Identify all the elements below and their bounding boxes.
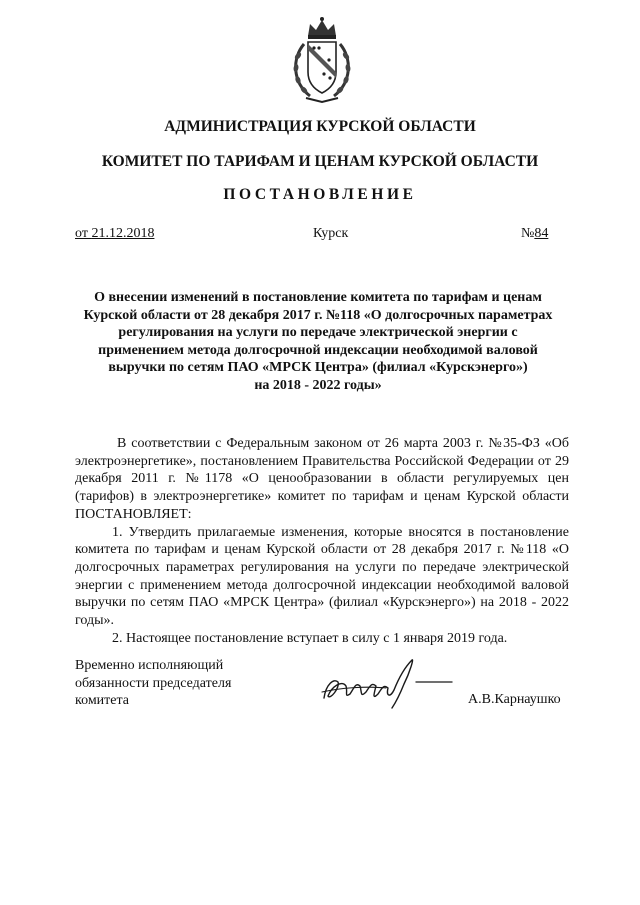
document-number (521, 226, 548, 242)
title-line: на 2018 - 2022 годы» (254, 377, 382, 393)
date-prefix: от (75, 226, 92, 241)
committee-heading: КОМИТЕТ ПО ТАРИФАМ И ЦЕНАМ КУРСКОЙ ОБЛАСТИ (101, 153, 539, 170)
document-city: Курск (313, 226, 349, 241)
administration-heading: АДМИНИСТРАЦИЯ КУРСКОЙ ОБЛАСТИ (164, 118, 476, 135)
clause-2: 2. Настоящее постановление вступает в силу с 1 января 2019 года. (112, 630, 508, 646)
document-body (75, 435, 569, 647)
preamble-paragraph: В соответствии с Федеральным законом от 26 марта 2003 г. №35-ФЗ «Об электроэнергетике», постановлением Правительства Российской Федерации от 29 декабря 2011 г. №1178 «О ценообразовании в области регулируемых цен (тарифов) в электроэнергетике» комитет по тарифам и ценам Курской области ПОСТАНОВЛЯЕТ: (75, 436, 569, 522)
handwritten-signature (316, 652, 456, 714)
number-prefix: № (521, 226, 535, 241)
document-type-heading: ПОСТАНОВЛЕНИЕ (223, 186, 417, 203)
document-date (75, 226, 154, 242)
title-line: О внесении изменений в постановление комитета по тарифам и ценам (94, 290, 542, 305)
title-line: Курской области от 28 декабря 2017 г. №118 «О долгосрочных параметрах (83, 307, 553, 323)
title-line: регулирования на услуги по передаче электрической энергии с (118, 325, 518, 340)
document-title (70, 289, 566, 394)
position-line: комитета (75, 693, 130, 709)
signatory-name: А.В.Карнаушко (468, 692, 561, 707)
date-value: 21.12.2018 (91, 226, 155, 241)
number-value: 84 (534, 226, 549, 241)
title-line: применением метода долгосрочной индексации необходимой валовой (98, 342, 538, 358)
coat-of-arms-emblem (286, 14, 358, 106)
title-line: выручки по сетям ПАО «МРСК Центра» (филиал «Курскэнерго») (108, 360, 528, 375)
position-line: Временно исполняющий (75, 658, 224, 673)
clause-1: 1. Утвердить прилагаемые изменения, которые вносятся в постановление комитета по тарифам и ценам Курской области от 28 декабря 2017 г. №118 «О долгосрочных параметрах регулирования на услуги по передаче электрической энергии с применением метода долгосрочной индексации необходимой валовой выручки по сетям ПАО «МРСК Центра» (филиал «Курскэнерго») на 2018 - 2022 годы». (75, 524, 569, 629)
signatory-position (75, 657, 231, 710)
position-line: обязанности председателя (75, 675, 232, 691)
